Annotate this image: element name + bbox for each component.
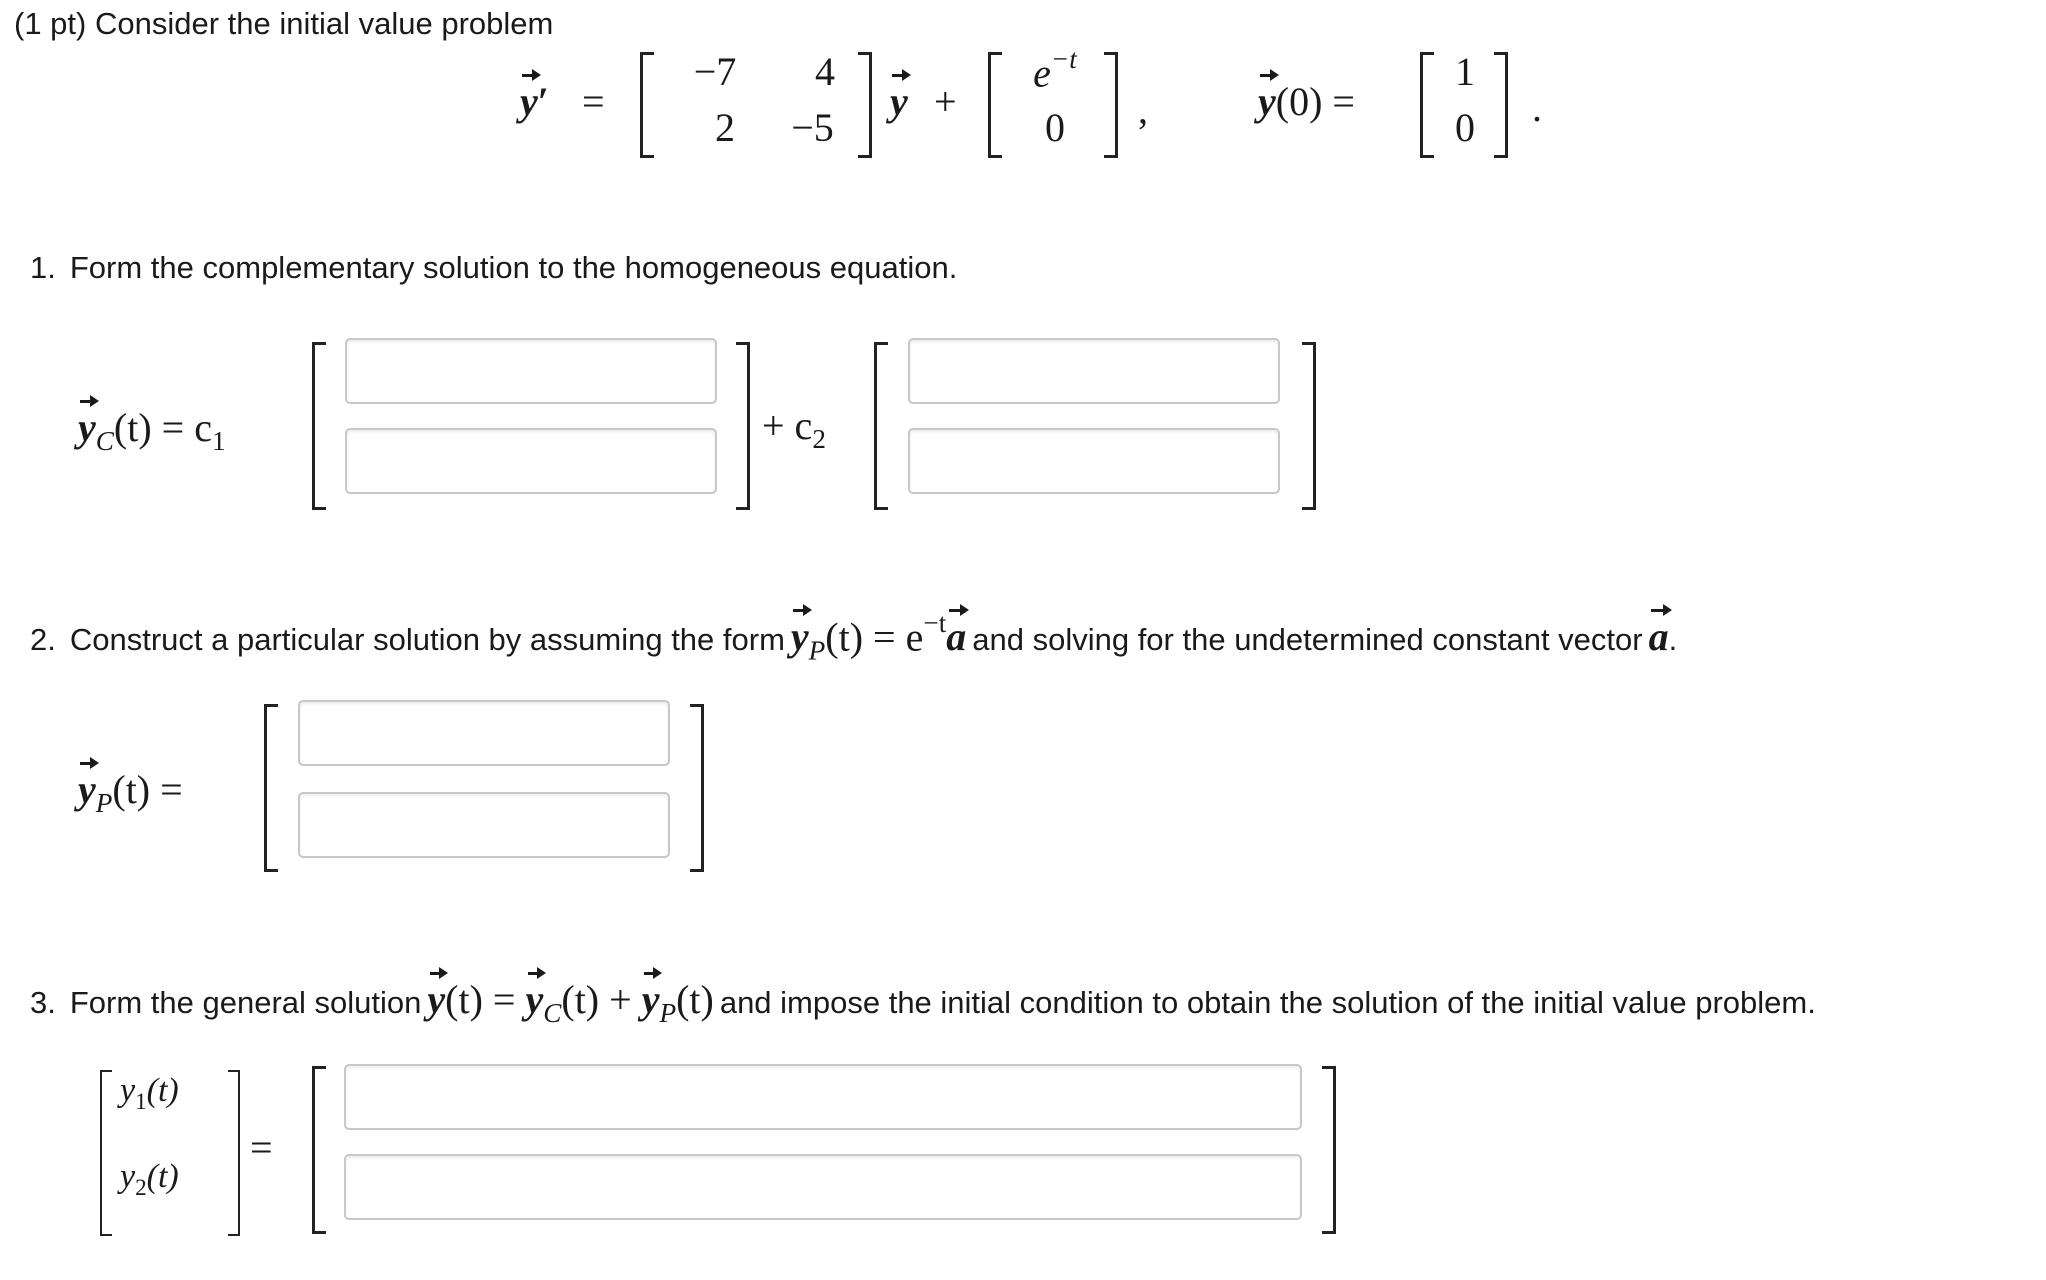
lhs-y-prime: y′ — [520, 79, 550, 124]
part2-top-input[interactable] — [298, 700, 670, 766]
part2-left-bracket — [264, 704, 278, 872]
part1-question: 1. Form the complementary solution to the homogeneous equation. — [30, 250, 958, 285]
forcing-left-bracket — [988, 52, 1002, 158]
part3-lhs-left-bracket — [100, 1070, 112, 1236]
matrix-cell-11: −7 — [693, 49, 737, 94]
part3-rhs-right-bracket — [1322, 1066, 1336, 1234]
part2-bottom-input[interactable] — [298, 792, 670, 858]
part2-question: 2. Construct a particular solution by assuming the form $y_P(t) = e^{-t}a$ and solving for the undetermined constant vector a . — [30, 607, 1678, 666]
part1-c1-top-input[interactable] — [345, 338, 717, 404]
part1-vec2-right-bracket — [1302, 342, 1316, 510]
part3-rhs-left-bracket — [312, 1066, 326, 1234]
ic-bottom: 0 — [1455, 105, 1475, 150]
part3-equals: = — [250, 1125, 273, 1170]
ic-right-bracket — [1494, 52, 1508, 158]
forcing-top: $e^{-t}$ — [1033, 43, 1077, 96]
part3-lhs-right-bracket — [228, 1070, 240, 1236]
part3-y1-label: $y_1(t)$ — [120, 1072, 179, 1115]
matrix-right-bracket — [858, 52, 872, 158]
plus-sign: + — [934, 79, 957, 124]
y-vector: y — [890, 79, 908, 124]
matrix-cell-21: 2 — [715, 105, 735, 150]
equals-sign: = — [582, 79, 605, 124]
part3-y2-input[interactable] — [344, 1154, 1302, 1220]
initial-condition-label: y(0) = — [1258, 79, 1355, 124]
part2-label: $y_P(t)$ = — [78, 767, 183, 818]
forcing-bottom: 0 — [1045, 105, 1065, 150]
part1-vec1-left-bracket — [312, 342, 326, 510]
problem-heading: (1 pt) Consider the initial value problem — [14, 6, 554, 41]
part2-right-bracket — [690, 704, 704, 872]
part1-vec2-left-bracket — [874, 342, 888, 510]
comma: , — [1138, 87, 1148, 132]
part1-vec1-right-bracket — [736, 342, 750, 510]
forcing-right-bracket — [1104, 52, 1118, 158]
ic-top: 1 — [1455, 49, 1475, 94]
part3-y1-input[interactable] — [344, 1064, 1302, 1130]
part3-question: 3. Form the general solution $y(t) = y_C(t) + y_P(t)$ and impose the initial condition to obtain the solution of the initial value problem. — [30, 977, 1816, 1028]
matrix-cell-22: −5 — [791, 105, 834, 150]
part1-c2-top-input[interactable] — [908, 338, 1280, 404]
part1-c1-bottom-input[interactable] — [345, 428, 717, 494]
ic-left-bracket — [1420, 52, 1434, 158]
part1-c2-bottom-input[interactable] — [908, 428, 1280, 494]
matrix-cell-12: 4 — [815, 49, 835, 94]
part1-label: $y_C(t) = c_1$ — [78, 405, 226, 456]
period: . — [1532, 85, 1542, 130]
part3-y2-label: $y_2(t)$ — [120, 1158, 179, 1201]
part1-plus-c2: + $c_2$ — [762, 403, 826, 454]
matrix-left-bracket — [640, 52, 654, 158]
